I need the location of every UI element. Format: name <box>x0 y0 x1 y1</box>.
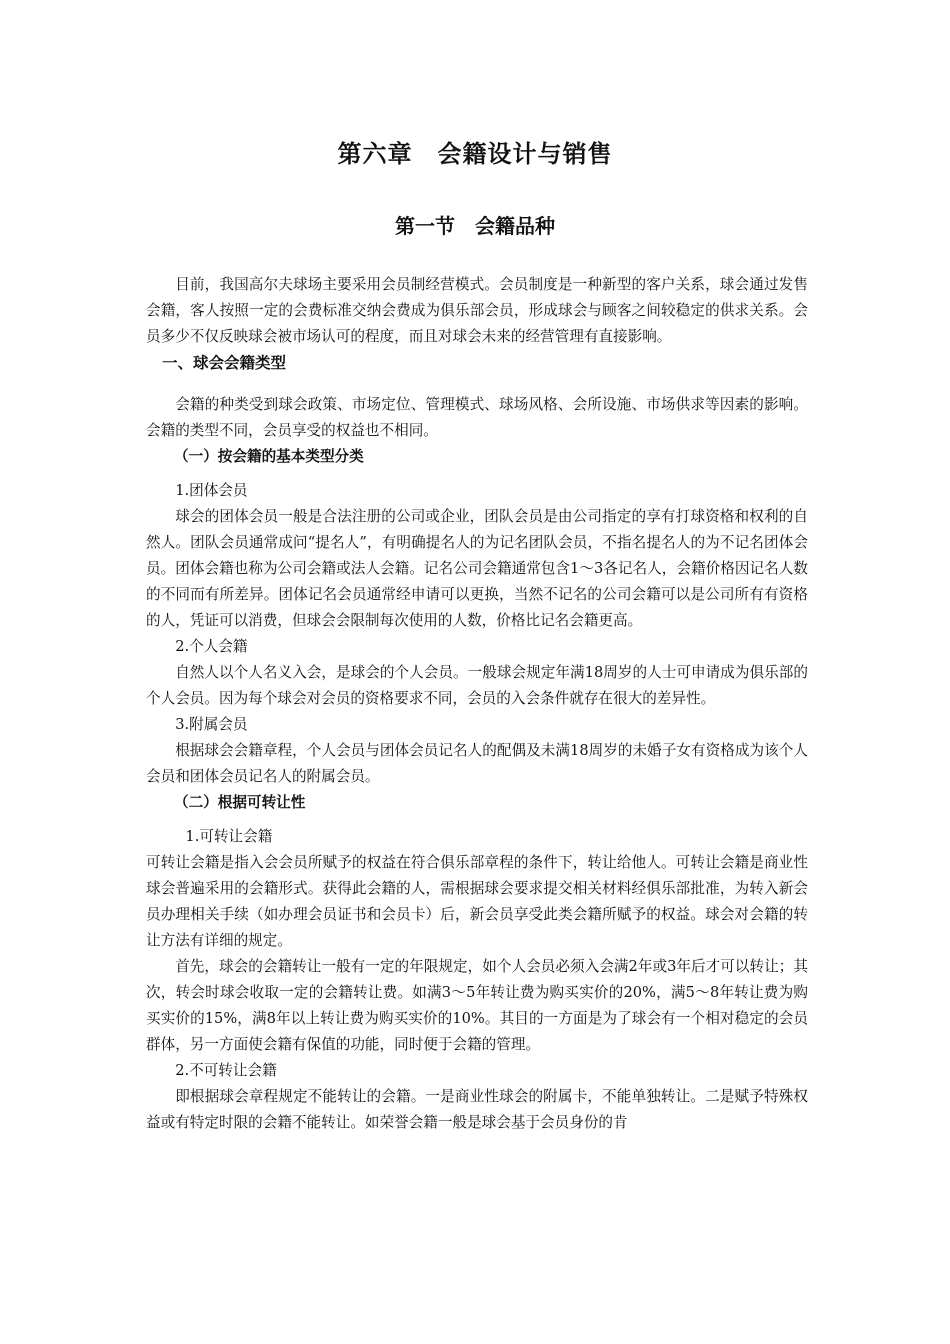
heading-basic-types: （一）按会籍的基本类型分类 <box>174 448 364 465</box>
item-text-individual: 自然人以个人名义入会，是球会的个人会员。一般球会规定年满18周岁的人士可申请成为俱乐部的个人会员。因为每个球会对会员的资格要求不同，会员的入会条件就存在很大的差异性。 <box>146 664 808 707</box>
item-text-transferable-rules: 首先，球会的会籍转让一般有一定的年限规定，如个人会员必须入会满2年或3年后才可以转让；其次，转会时球会收取一定的会籍转让费。如满3～5年转让费为购买实价的20%，满5～8年转让费为购买实价的15%，满8年以上转让费为购买实价的10%。其目的一方面是为了球会有一个相对稳定的会员群体，另一方面使会籍有保值的功能，同时便于会籍的管理。 <box>146 958 808 1053</box>
intro-paragraph: 目前，我国高尔夫球场主要采用会员制经营模式。会员制度是一种新型的客户关系，球会通过发售会籍，客人按照一定的会费标准交纳会费成为俱乐部会员，形成球会与顾客之间较稳定的供求关系。会员多少不仅反映球会被市场认可的程度，而且对球会未来的经营管理有直接影响。 <box>146 276 808 345</box>
heading-membership-types: 一、球会会籍类型 <box>162 354 287 372</box>
item-text-group-member: 球会的团体会员一般是合法注册的公司或企业，团队会员是由公司指定的享有打球资格和权利的自然人。团队会员通常成问“提名人”，有明确提名人的为记名团队会员，不指名提名人的为不记名团体会员。团体会籍也称为公司会籍或法人会籍。记名公司会籍通常包含1～3各记名人，会籍价格因记名人数的不同而有所差异。团体记名会员通常经申请可以更换，当然不记名的公司会籍可以是公司所有有资格的人，凭证可以消费，但球会会限制每次使用的人数，价格比记名会籍更高。 <box>146 508 808 629</box>
types-paragraph: 会籍的种类受到球会政策、市场定位、管理模式、球场风格、会所设施、市场供求等因素的影响。会籍的类型不同，会员享受的权益也不相同。 <box>146 396 808 439</box>
item-text-non-transferable: 即根据球会章程规定不能转让的会籍。一是商业性球会的附属卡，不能单独转让。二是赋予特殊权益或有特定时限的会籍不能转让。如荣誉会籍一般是球会基于会员身份的肯 <box>146 1088 808 1131</box>
item-title-affiliate: 3.附属会员 <box>175 716 248 733</box>
item-title-individual: 2.个人会籍 <box>175 638 248 655</box>
section-title: 第一节 会籍品种 <box>395 214 555 238</box>
document-body <box>146 272 808 1136</box>
item-title-group-member: 1.团体会员 <box>175 482 248 499</box>
heading-transferability: （二）根据可转让性 <box>174 794 306 811</box>
item-text-affiliate: 根据球会会籍章程，个人会员与团体会员记名人的配偶及未满18周岁的未婚子女有资格成为该个人会员和团体会员记名人的附属会员。 <box>146 742 808 785</box>
item-title-non-transferable: 2.不可转让会籍 <box>175 1062 277 1079</box>
item-text-transferable: 可转让会籍是指入会会员所赋予的权益在符合俱乐部章程的条件下，转让给他人。可转让会籍是商业性球会普遍采用的会籍形式。获得此会籍的人，需根据球会要求提交相关材料经俱乐部批准，为转入新会员办理相关手续（如办理会员证书和会员卡）后，新会员享受此类会籍所赋予的权益。球会对会籍的转让方法有详细的规定。 <box>146 854 808 949</box>
chapter-title: 第六章 会籍设计与销售 <box>337 140 613 168</box>
item-title-transferable: 1.可转让会籍 <box>185 828 273 845</box>
